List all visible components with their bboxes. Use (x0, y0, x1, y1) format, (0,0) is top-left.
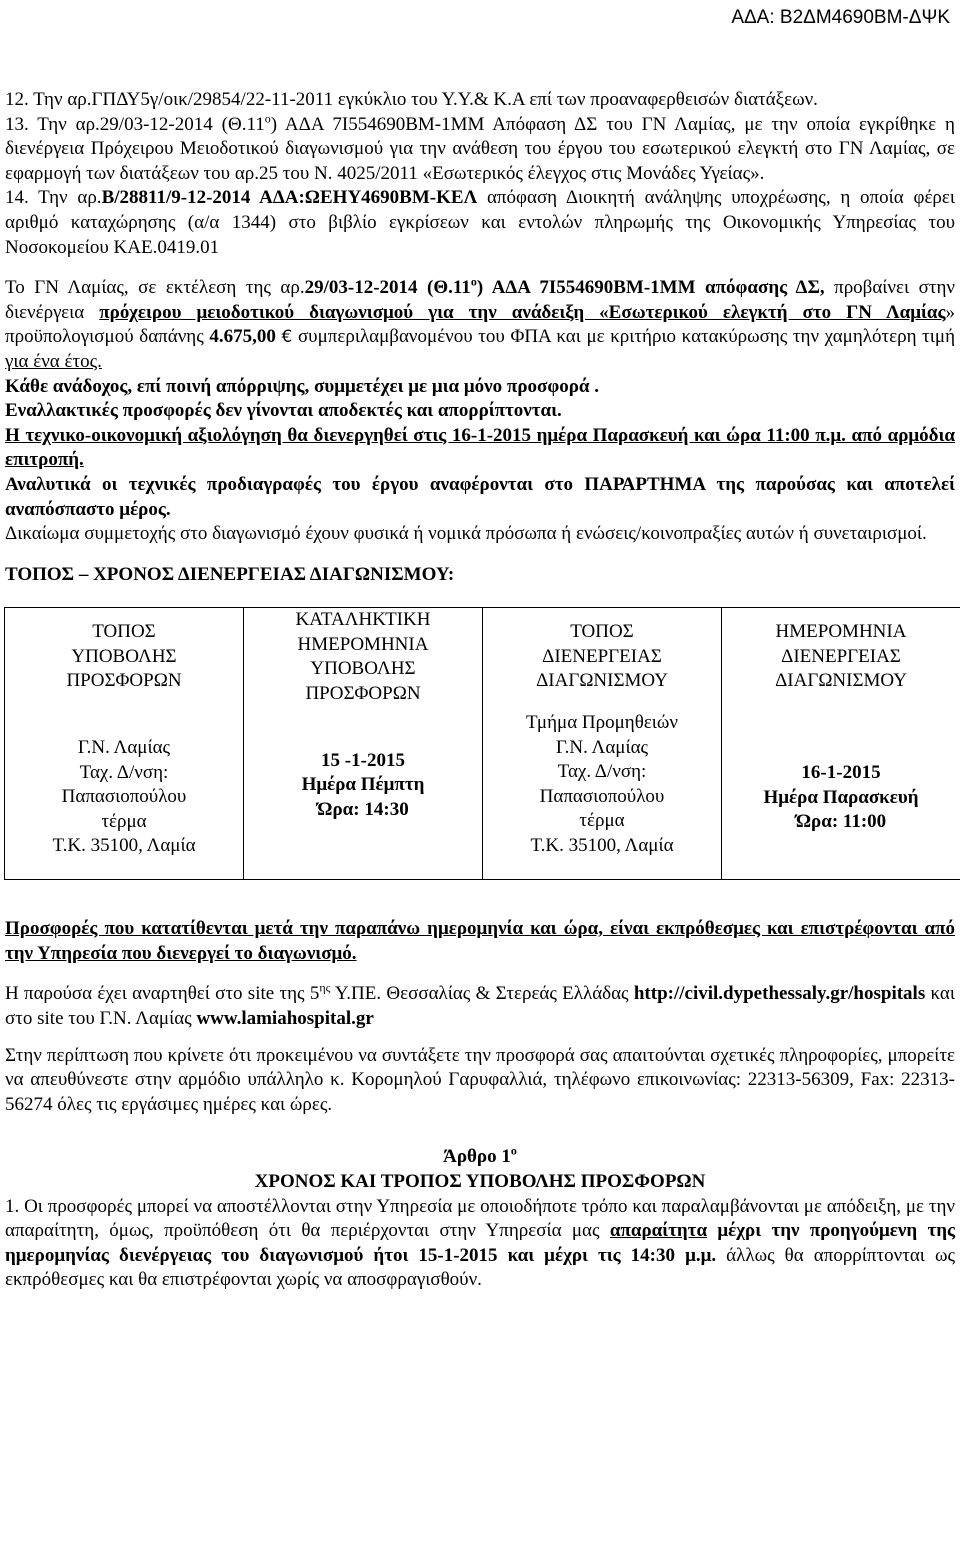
article-number: Άρθρο $1^o$ (443, 1144, 517, 1168)
link-lamiahospital[interactable]: www.lamiahospital.gr (196, 1008, 374, 1030)
table-col-contest-place: ΤΟΠΟΣ ΔΙΕΝΕΡΓΕΙΑΣ ΔΙΑΓΩΝΙΣΜΟΥ Τμήμα Προμηθειών Γ.Ν. Λαμίας Ταχ. Δ/νση: Παπασιοπούλου τέρμα Τ.Κ. 35100, Λαμία (483, 608, 722, 880)
item-13: 13. Την αρ.29/03-12-2014 $(\Theta.11^o)$ ΑΔΑ 7Ι554690ΒΜ-1ΜΜ Απόφαση ΔΣ του ΓΝ Λαμίας, με την οποία εγκρίθηκε η διενέργεια Πρόχειρου Μειοδοτικού διαγωνισμού για την ανάθεση του έργου του εσωτερικού ελεγκτή στο ΓΝ Λαμίας, σε εφαρμογή των διατάξεων του αρ.25 του Ν. 4025/2011 «Εσωτερικός έλεγχος στις Μονάδες Υγείας». (5, 111, 955, 184)
document-page (5, 0, 955, 1293)
paragraph-alternative-offers: Εναλλακτικές προσφορές δεν γίνονται αποδεκτές και απορρίπτονται. (5, 400, 562, 422)
paragraph-single-offer: Κάθε ανάδοχος, επί ποινή απόρριψης, συμμετέχει με μια μόνο προσφορά . (5, 375, 599, 397)
ada-code: ΑΔΑ: Β2ΔΜ4690ΒΜ-ΔΨΚ (731, 7, 950, 28)
venue-time-table (4, 607, 960, 880)
link-dypethessaly[interactable]: http://civil.dypethessaly.gr/hospitals (633, 983, 926, 1005)
paragraph-eligibility: Δικαίωμα συμμετοχής στο διαγωνισμό έχουν φυσικά ή νομικά πρόσωπα ή ενώσεις/κοινοπραξίες αυτών ή συνεταιρισμοί. (5, 523, 927, 545)
table-col-contest-date: ΗΜΕΡΟΜΗΝΙΑ ΔΙΕΝΕΡΓΕΙΑΣ ΔΙΑΓΩΝΙΣΜΟΥ 16-1-2015 Ημέρα Παρασκευή Ώρα: 11:00 (722, 608, 960, 880)
paragraph-specifications: Αναλυτικά οι τεχνικές προδιαγραφές του έργου αναφέρονται στο ΠΑΡΑΡΤΗΜΑ της παρούσας και αποτελεί αναπόσπαστο μέρος. (5, 473, 955, 520)
paragraph-contact: Στην περίπτωση που κρίνετε ότι προκειμένου να συντάξετε την προσφορά σας απαιτούνται σχετικές πληροφορίες, μπορείτε να απευθύνεστε στην αρμόδιο υπάλληλο κ. Κορομηλού Γαρυφαλλιά, τηλέφωνο επικοινωνίας: 22313-56309, Fax: 22313-56274 όλες τις εργάσιμες ημέρες και ώρες. (5, 1044, 955, 1115)
article-title: ΧΡΟΝΟΣ ΚΑΙ ΤΡΟΠΟΣ ΥΠΟΒΟΛΗΣ ΠΡΟΣΦΟΡΩΝ (254, 1171, 706, 1193)
paragraph-announcement: Το ΓΝ Λαμίας, σε εκτέλεση της αρ.29/03-12-2014 $(\Theta.11^o)$ ΑΔΑ 7Ι554690ΒΜ-1ΜΜ απόφασης ΔΣ, προβαίνει στην διενέργεια πρόχειρου μειοδοτικού διαγωνισμού για την ανάδειξη «Εσωτερικού ελεγκτή στο ΓΝ Λαμίας» προϋπολογισμού δαπάνης 4.675,00 € συμπεριλαμβανομένου του ΦΠΑ και με κριτήριο κατακύρωσης την χαμηλότερη τιμή για ένα έτος. (5, 274, 956, 372)
table-title: ΤΟΠΟΣ – ΧΡΟΝΟΣ ΔΙΕΝΕΡΓΕΙΑΣ ΔΙΑΓΩΝΙΣΜΟΥ: (5, 563, 455, 585)
paragraph-evaluation: Η τεχνικο-οικονομική αξιολόγηση θα διενεργηθεί στις 16-1-2015 ημέρα Παρασκευή και ώρα 11:00 π.μ. από αρμόδια επιτροπή. (5, 424, 955, 471)
paragraph-publication: Η παρούσα έχει αναρτηθεί στο site της $5^{\eta\varsigma}$ Υ.ΠΕ. Θεσσαλίας & Στερεάς Ελλάδας http://civil.dypethessaly.gr/hospitals και στο site του Γ.Ν. Λαμίας www.lamiahospital.gr (5, 981, 955, 1030)
table-col-submission-deadline: ΚΑΤΑΛΗΚΤΙΚΗ ΗΜΕΡΟΜΗΝΙΑ ΥΠΟΒΟΛΗΣ ΠΡΟΣΦΟΡΩΝ 15 -1-2015 Ημέρα Πέμπτη Ώρα: 14:30 (244, 608, 483, 880)
article-paragraph-1: 1. Οι προσφορές μπορεί να αποστέλλονται στην Υπηρεσία με οποιοδήποτε τρόπο και παραλαμβάνονται με απόδειξη, με την απαραίτητη, όμως, προϋπόθεση ότι θα περιέρχονται στην Υπηρεσία μας απαραίτητα μέχρι την προηγούμενη της ημερομηνίας διενέργειας του διαγωνισμού ήτοι 15-1-2015 και μέχρι τις 14:30 μ.μ. άλλως θα απορρίπτονται ως εκπρόθεσμες και θα επιστρέφονται χωρίς να αποσφραγισθούν. (5, 1195, 956, 1291)
item-14: 14. Την αρ.Β/28811/9-12-2014 ΑΔΑ:ΩΕΗΥ4690ΒΜ-ΚΕΛ απόφαση Διοικητή ανάληψης υποχρέωσης, η οποία φέρει αριθμό καταχώρησης (α/α 1344) στο βιβλίο εγκρίσεων και εντολών πληρωμής της Οικονομικής Υπηρεσίας του Νοσοκομείου ΚΑΕ.0419.01 (5, 187, 955, 258)
paragraph-late-offers: Προσφορές που κατατίθενται μετά την παραπάνω ημερομηνία και ώρα, είναι εκπρόθεσμες και επιστρέφονται από την Υπηρεσία που διενεργεί το διαγωνισμό. (5, 918, 955, 964)
item-12: 12. Την αρ.ΓΠΔΥ5γ/οικ/29854/22-11-2011 εγκύκλιο του Υ.Υ.& Κ.Α επί των προαναφερθεισών διατάξεων. (5, 89, 818, 110)
table-col-submission-place: ΤΟΠΟΣ ΥΠΟΒΟΛΗΣ ΠΡΟΣΦΟΡΩΝ Γ.Ν. Λαμίας Ταχ. Δ/νση: Παπασιοπούλου τέρμα Τ.Κ. 35100, Λαμία (5, 608, 244, 880)
